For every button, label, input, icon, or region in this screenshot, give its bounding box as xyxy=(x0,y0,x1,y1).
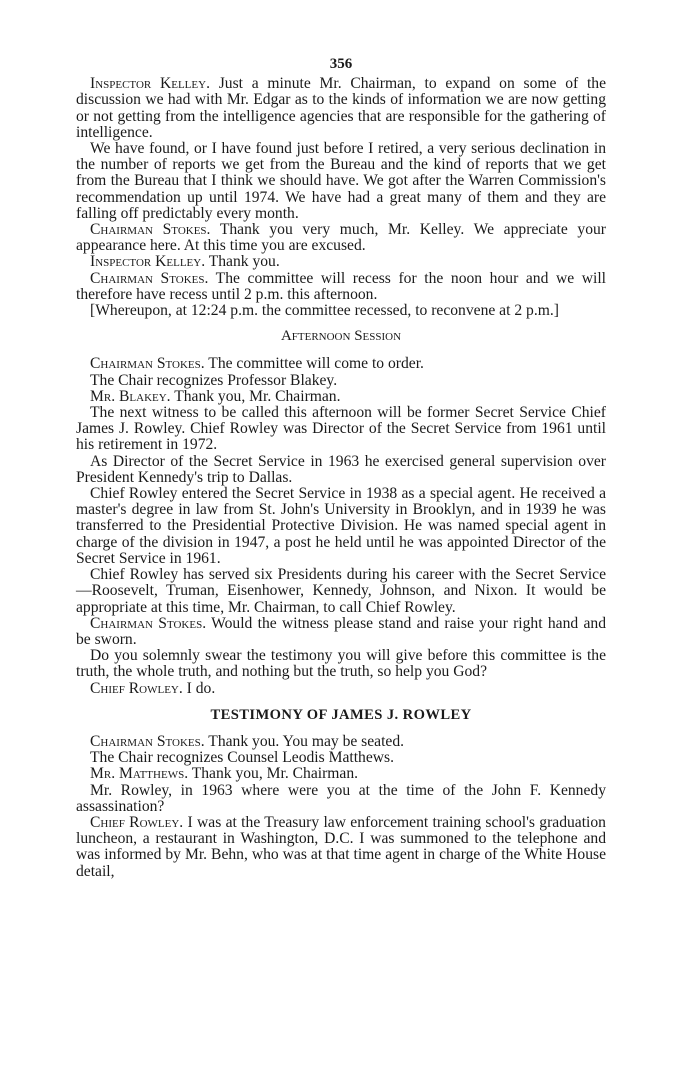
speaker-name: Chairman Stokes. xyxy=(90,221,211,239)
speaker-name: Mr. Matthews. xyxy=(90,765,189,783)
paragraph-text: The Chair recognizes Counsel Leodis Matthews. xyxy=(90,749,395,767)
paragraph-text: Thank you, Mr. Chairman. xyxy=(188,765,359,783)
paragraph-text: The committee will recess for the noon hour and we will therefore have recess until 2 p.m. this afternoon. xyxy=(76,269,606,303)
paragraph xyxy=(76,567,606,616)
paragraph-text: The Chair recognizes Professor Blakey. xyxy=(90,371,338,389)
paragraph xyxy=(76,303,606,319)
paragraph xyxy=(76,815,606,880)
paragraph xyxy=(76,254,606,270)
paragraph-text: Would the witness please stand and raise your right hand and be sworn. xyxy=(76,614,606,648)
paragraph xyxy=(76,141,606,222)
paragraph xyxy=(76,486,606,567)
paragraph-text: Mr. Rowley, in 1963 where were you at the time of the John F. Kennedy assassination? xyxy=(76,781,606,815)
speaker-name: Mr. Blakey. xyxy=(90,387,171,405)
paragraph xyxy=(76,405,606,454)
paragraph xyxy=(76,76,606,141)
afternoon-session-heading: Afternoon Session xyxy=(280,328,402,345)
paragraph xyxy=(76,454,606,486)
speaker-name: Chairman Stokes. xyxy=(90,269,209,287)
paragraph xyxy=(76,356,606,372)
paragraph xyxy=(76,389,606,405)
paragraph xyxy=(76,271,606,303)
section-rowley-testimony xyxy=(76,734,606,880)
paragraph xyxy=(76,783,606,815)
paragraph-text: Do you solemnly swear the testimony you will give before this committee is the truth, the whole truth, and nothing but the truth, so help you God? xyxy=(76,647,606,681)
testimony-heading: TESTIMONY OF JAMES J. ROWLEY xyxy=(210,706,472,723)
speaker-name: Chairman Stokes. xyxy=(90,614,207,632)
paragraph-text: Just a minute Mr. Chairman, to expand on some of the discussion we had with Mr. Edgar as to the kinds of information we are now getting or not getting from the intelligence agencies that are responsible for the gathering of intelligence. xyxy=(76,75,606,141)
paragraph-text: Thank you. You may be seated. xyxy=(204,732,405,750)
section-afternoon-session xyxy=(76,356,606,696)
paragraph-text: As Director of the Secret Service in 1963 he exercised general supervision over President Kennedy's trip to Dallas. xyxy=(76,452,606,486)
paragraph-text: We have found, or I have found just before I retired, a very serious declination in the number of reports we get from the Bureau and the kind of reports that we get from the Bureau that I think we should have. We got after the Warren Commission's recommendation up until 1974. We have had a great many of them and they are falling off predictably every month. xyxy=(76,140,606,222)
paragraph-text: The next witness to be called this afternoon will be former Secret Service Chief James J. Rowley. Chief Rowley was Director of the Secret Service from 1961 until his retirement in 1972. xyxy=(76,404,606,454)
speaker-name: Chairman Stokes. xyxy=(90,355,205,373)
paragraph-text: [Whereupon, at 12:24 p.m. the committee recessed, to reconvene at 2 p.m.] xyxy=(90,302,559,320)
paragraph-text: I was at the Treasury law enforcement training school's graduation luncheon, a restaurant in Washington, D.C. I was summoned to the telephone and was informed by Mr. Behn, who was at that time agent in charge of the White House detail, xyxy=(76,813,606,880)
document-page xyxy=(76,56,606,880)
paragraph xyxy=(76,616,606,648)
paragraph-text: I do. xyxy=(182,679,216,697)
paragraph xyxy=(76,648,606,680)
speaker-name: Chairman Stokes. xyxy=(90,732,205,750)
paragraph-text: Chief Rowley has served six Presidents during his career with the Secret Service—Roosevelt, Truman, Eisenhower, Kennedy, Johnson, and Nixon. It would be appropriate at this time, Mr. Chairman, to call Chief Rowley. xyxy=(76,566,606,616)
paragraph-text: The committee will come to order. xyxy=(204,355,424,373)
paragraph xyxy=(76,222,606,254)
paragraph xyxy=(76,734,606,750)
paragraph xyxy=(76,750,606,766)
section-kelley-testimony xyxy=(76,76,606,319)
paragraph xyxy=(76,681,606,697)
speaker-name: Chief Rowley. xyxy=(90,813,184,831)
paragraph-text: Thank you. xyxy=(205,253,280,271)
paragraph xyxy=(76,766,606,782)
paragraph-text: Thank you very much, Mr. Kelley. We appreciate your appearance here. At this time you are excused. xyxy=(76,221,606,255)
speaker-name: Inspector Kelley. xyxy=(90,75,210,93)
speaker-name: Inspector Kelley. xyxy=(90,253,206,271)
paragraph xyxy=(76,373,606,389)
speaker-name: Chief Rowley. xyxy=(90,679,183,697)
paragraph-text: Thank you, Mr. Chairman. xyxy=(170,387,341,405)
paragraph-text: Chief Rowley entered the Secret Service in 1938 as a special agent. He received a master's degree in law from St. John's University in Brooklyn, and in 1939 he was transferred to the Presidential Protective Division. He was named special agent in charge of the division in 1947, a post he held until he was appointed Director of the Secret Service in 1961. xyxy=(76,485,606,567)
page-number: 356 xyxy=(329,56,353,72)
